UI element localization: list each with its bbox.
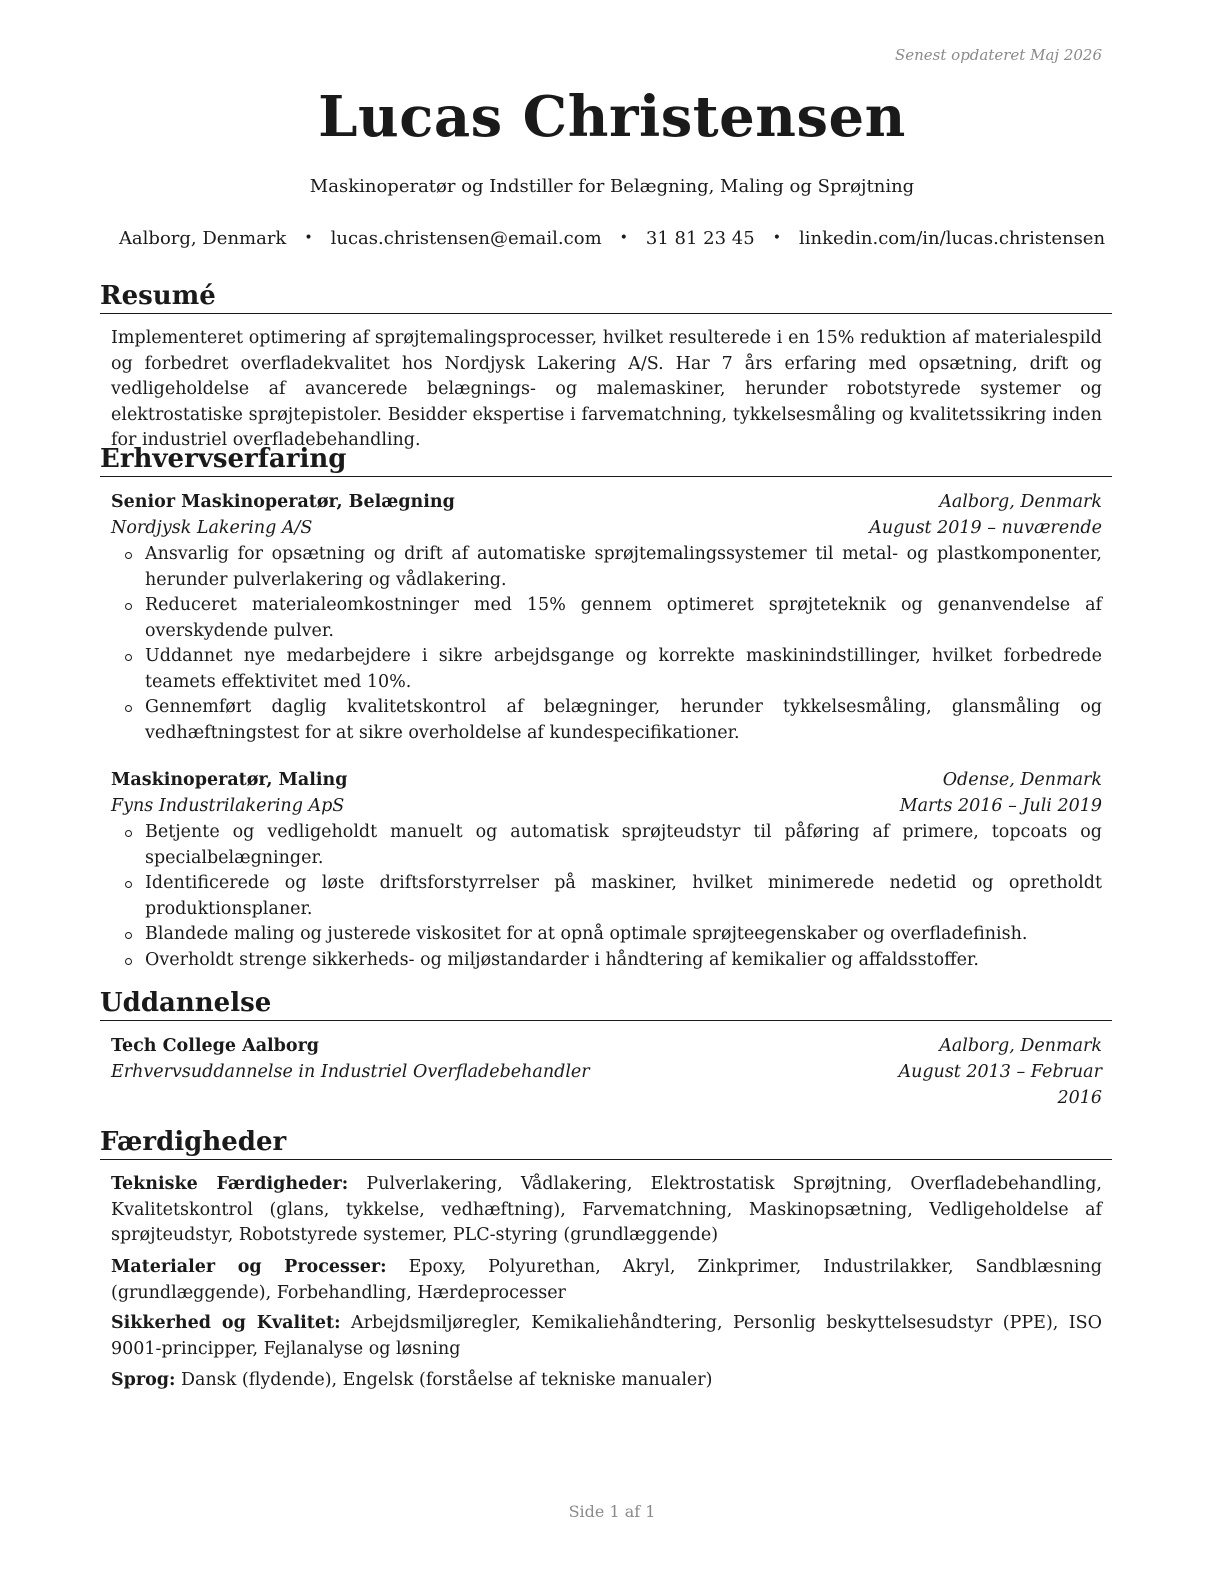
contact-email[interactable]: lucas.christensen@email.com <box>330 228 602 249</box>
skill-label: Sikkerhed og Kvalitet: <box>111 1313 341 1333</box>
last-updated: Senest opdateret Maj 2026 <box>894 46 1102 64</box>
job-subheader <box>111 794 1102 820</box>
separator-bullet: • <box>619 230 628 246</box>
skill-label: Tekniske Færdigheder: <box>111 1174 349 1194</box>
bullet-circle-icon <box>125 830 132 837</box>
bullet-circle-icon <box>125 881 132 888</box>
job-dates: Marts 2016 – Juli 2019 <box>899 796 1102 816</box>
job-header <box>111 768 1102 794</box>
job-title: Maskinoperatør, Maling <box>111 770 348 790</box>
list-item: Identificerede og løste driftsforstyrrelser på maskiner, hvilket minimerede nedetid og opretholdt produktionsplaner. <box>111 871 1102 922</box>
job-title: Senior Maskinoperatør, Belægning <box>111 492 455 512</box>
contact-location: Aalborg, Denmark <box>118 228 287 249</box>
bullet-circle-icon <box>125 705 132 712</box>
job-location: Odense, Denmark <box>942 770 1102 790</box>
bullet-circle-icon <box>125 654 132 661</box>
skill-text: Epoxy, Polyurethan, Akryl, Zinkprimer, Industrilakker, Sandblæsning (grundlæggende), Forbehandling, Hærdeprocesser <box>111 1257 1103 1303</box>
contact-line <box>0 228 1224 249</box>
contact-phone: 31 81 23 45 <box>645 228 755 249</box>
school-location: Aalborg, Denmark <box>939 1036 1102 1056</box>
skill-label: Materialer og Processer: <box>111 1257 387 1277</box>
list-item: Overholdt strenge sikkerheds- og miljøstandarder i håndtering af kemikalier og affaldsstoffer. <box>111 948 1102 974</box>
section-heading-education: Uddannelse <box>100 987 1112 1021</box>
job-location: Aalborg, Denmark <box>939 492 1102 512</box>
education-dates-line2: 2016 <box>1057 1087 1102 1108</box>
section-heading-experience: Erhvervserfaring <box>100 443 1112 477</box>
list-item: Uddannet nye medarbejdere i sikre arbejdsgange og korrekte maskinindstillinger, hvilket forbedrede teamets effektivitet med 10%. <box>111 644 1102 695</box>
job-title: Maskinoperatør og Indstiller for Belægning, Maling og Sprøjtning <box>309 176 915 197</box>
job-dates: August 2019 – nuværende <box>869 518 1102 538</box>
degree: Erhvervsuddannelse in Industriel Overfladebehandler <box>111 1062 590 1082</box>
summary-text: Implementeret optimering af sprøjtemalingsprocesser, hvilket resulterede i en 15% reduktion af materialespild og forbedret overfladekvalitet hos Nordjysk Lakering A/S. Har 7 års erfaring med opsætning, drift og vedligeholdelse af avancerede belægnings- og malemaskiner, herunder robotstyrede systemer og elektrostatiske sprøjtepistoler. Besidder ekspertise i farvematchning, tykkelsesmåling og kvalitetssikring inden for industriel overfladebehandling. <box>111 328 1102 450</box>
education-header <box>111 1034 1102 1060</box>
job-header <box>111 490 1102 516</box>
skill-text: Dansk (flydende), Engelsk (forståelse af tekniske manualer) <box>175 1370 713 1390</box>
job-subheader <box>111 516 1102 542</box>
candidate-name: Lucas Christensen <box>318 84 906 150</box>
list-item: Betjente og vedligeholdt manuelt og automatisk sprøjteudstyr til påføring af primere, topcoats og specialbelægninger. <box>111 820 1102 871</box>
education-dates <box>862 1060 1102 1111</box>
skill-label: Sprog: <box>111 1370 176 1390</box>
separator-bullet: • <box>772 230 781 246</box>
job-company: Fyns Industrilakering ApS <box>111 796 345 816</box>
contact-linkedin[interactable]: linkedin.com/in/lucas.christensen <box>798 228 1106 249</box>
skill-group <box>111 1255 1102 1306</box>
skill-text: Pulverlakering, Vådlakering, Elektrostatisk Sprøjtning, Overfladebehandling, Kvalitetskontrol (glans, tykkelse, vedhæftning), Farvematchning, Maskinopsætning, Vedligeholdelse af sprøjteudstyr, Robotstyrede systemer, PLC-styring (grundlæggende) <box>111 1174 1102 1245</box>
job-bullets <box>111 820 1102 973</box>
bullet-circle-icon <box>125 603 132 610</box>
bullet-circle-icon <box>125 552 132 559</box>
section-heading-skills: Færdigheder <box>100 1126 1112 1160</box>
skill-group <box>111 1311 1102 1362</box>
list-item: Reduceret materialeomkostninger med 15% gennem optimeret sprøjteteknik og genanvendelse af overskydende pulver. <box>111 593 1102 644</box>
page-number: Side 1 af 1 <box>568 1502 656 1521</box>
skill-group <box>111 1172 1102 1249</box>
job-company: Nordjysk Lakering A/S <box>111 518 313 538</box>
bullet-circle-icon <box>125 958 132 965</box>
list-item: Blandede maling og justerede viskositet for at opnå optimale sprøjteegenskaber og overfladefinish. <box>111 922 1102 948</box>
bullet-circle-icon <box>125 932 132 939</box>
section-heading-summary: Resumé <box>100 280 1112 314</box>
separator-bullet: • <box>304 230 313 246</box>
skill-text: Arbejdsmiljøregler, Kemikaliehåndtering, Personlig beskyttelsesudstyr (PPE), ISO 9001-principper, Fejlanalyse og løsning <box>111 1313 1102 1359</box>
list-item: Gennemført daglig kvalitetskontrol af belægninger, herunder tykkelsesmåling, glansmåling og vedhæftningstest for at sikre overholdelse af kundespecifikationer. <box>111 695 1102 746</box>
job-bullets <box>111 542 1102 746</box>
education-subheader <box>111 1060 1102 1111</box>
list-item: Ansvarlig for opsætning og drift af automatiske sprøjtemalingssystemer til metal- og plastkomponenter, herunder pulverlakering og vådlakering. <box>111 542 1102 593</box>
skill-group <box>111 1368 1102 1394</box>
education-dates-line1: August 2013 – Februar <box>898 1062 1102 1082</box>
school-name: Tech College Aalborg <box>111 1036 320 1056</box>
